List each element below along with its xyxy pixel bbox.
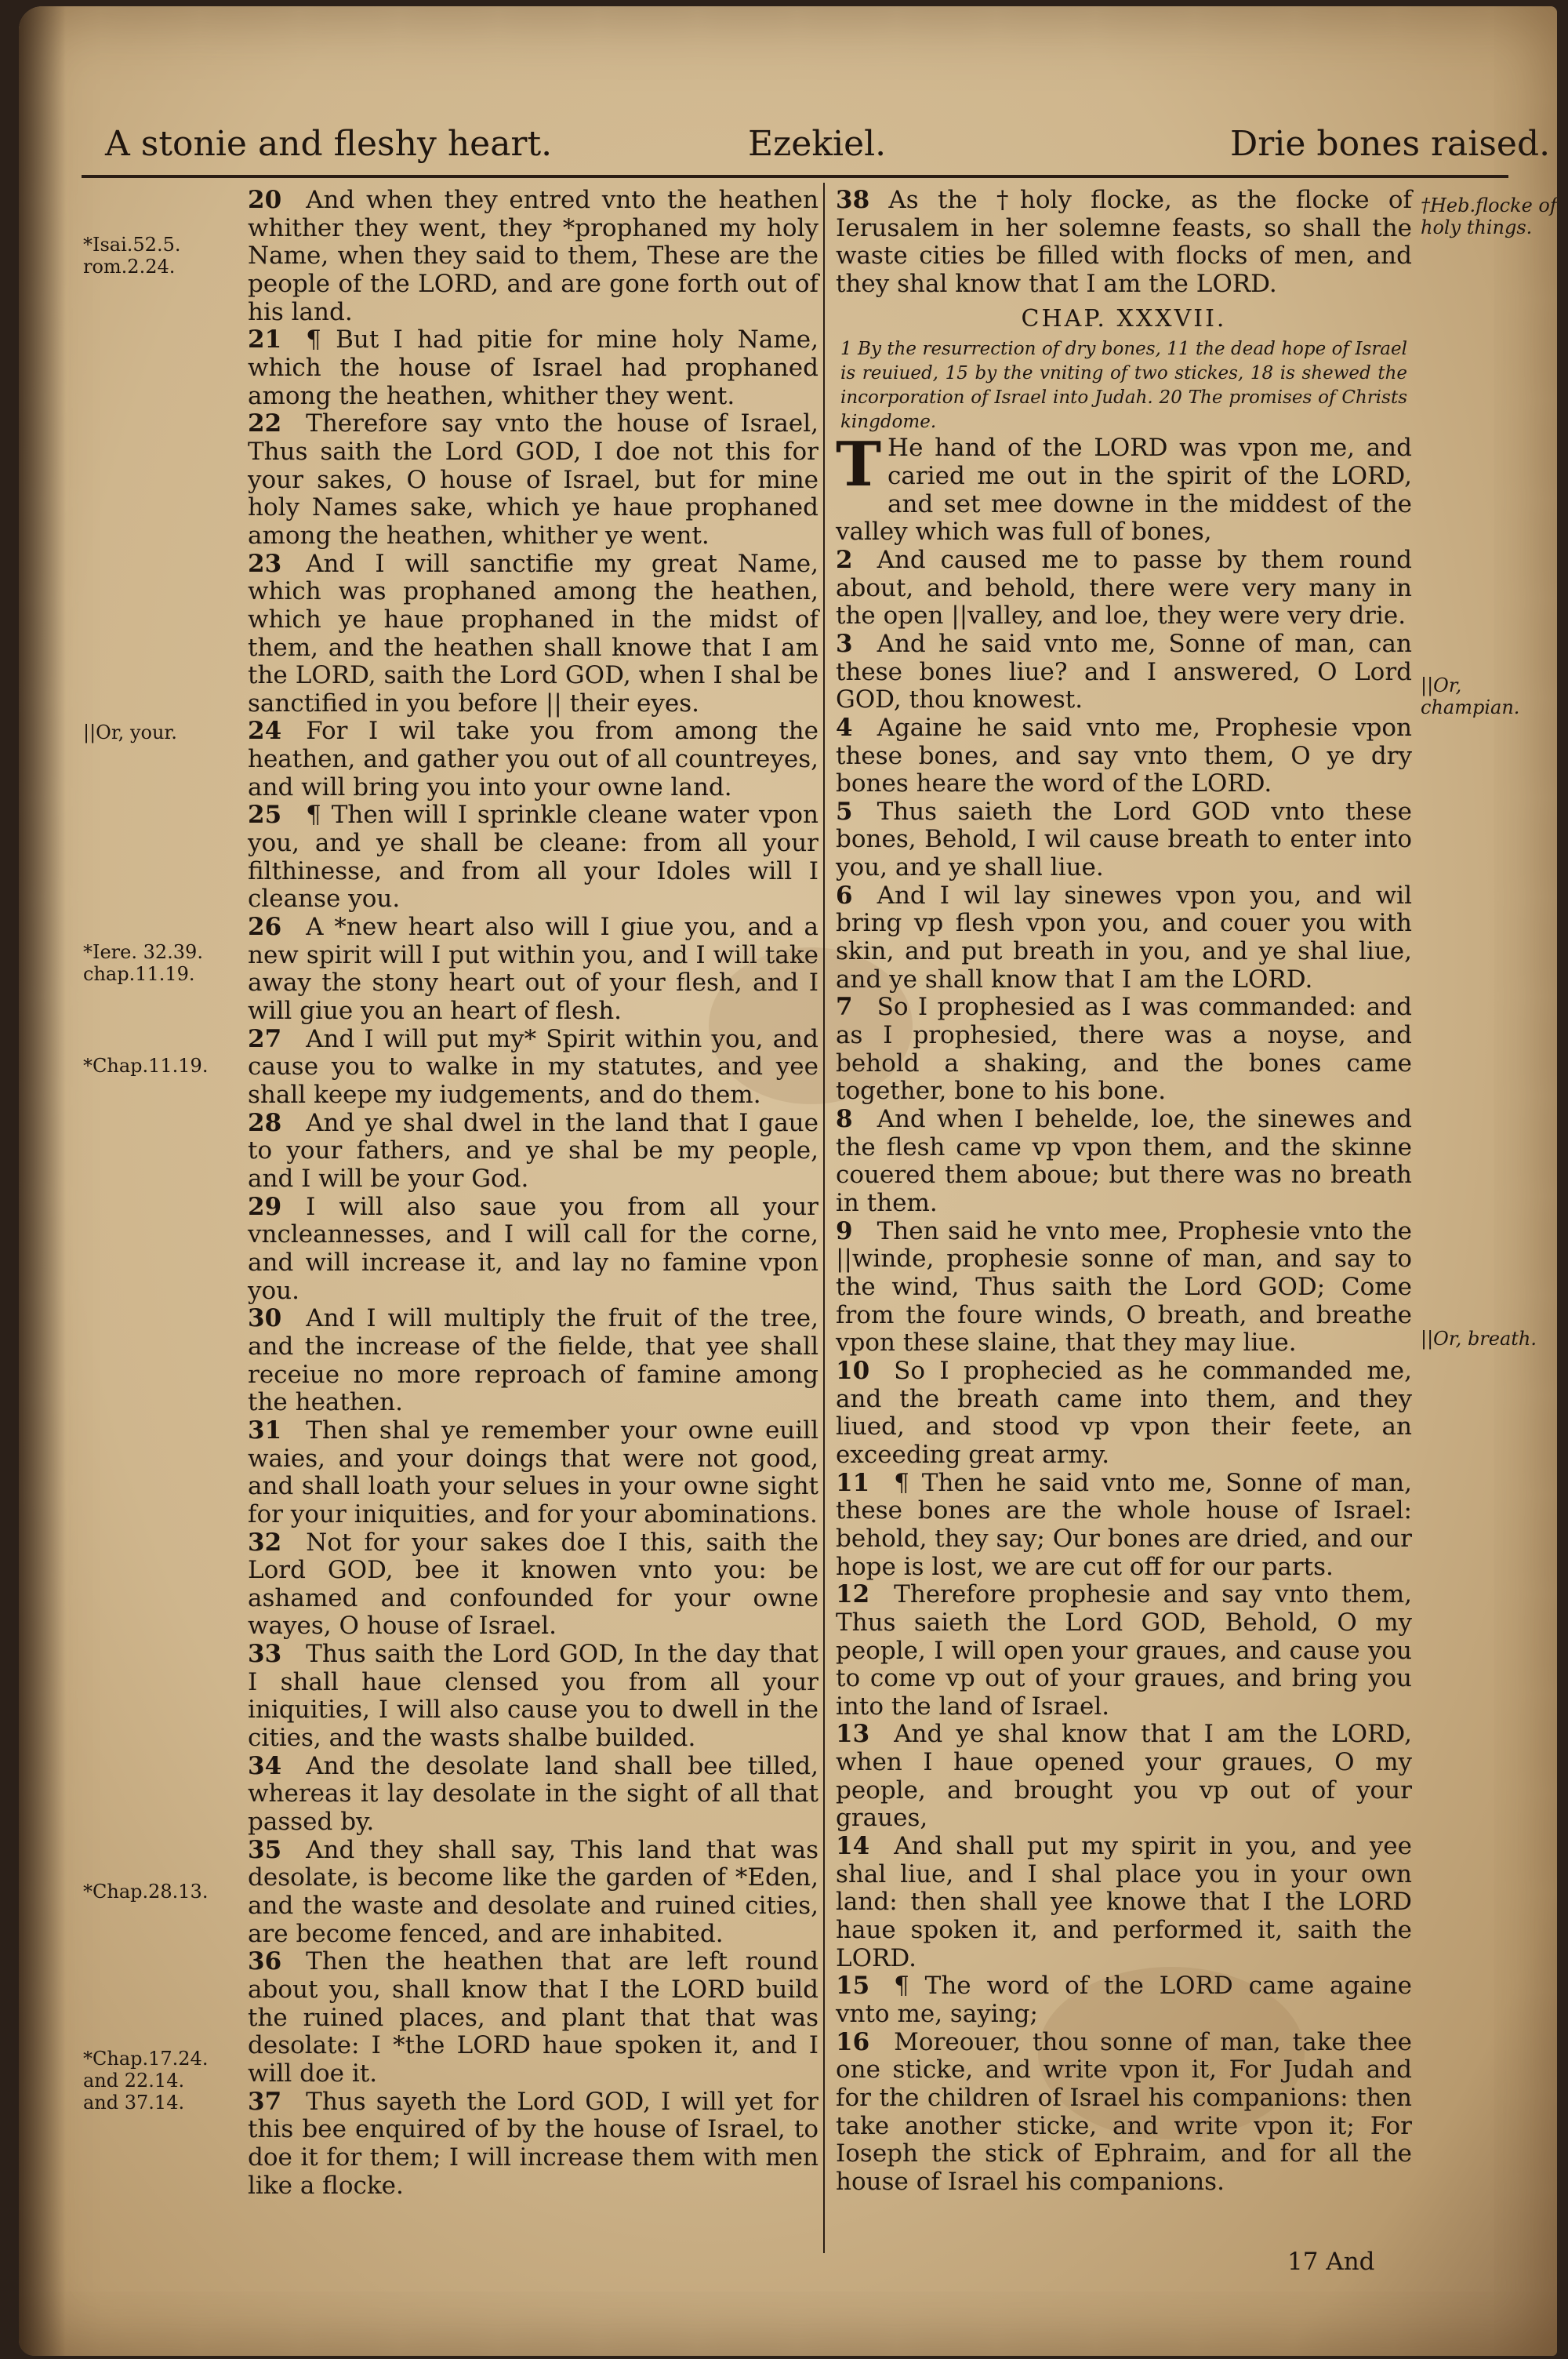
verse-text: And I will multiply the fruit of the tree, and the increase of the fielde, that yee shall receiue no more reproach of famine among the heathen. (248, 1304, 818, 1417)
verse (248, 801, 818, 914)
verse-text: And ye shal dwel in the land that I gaue to your fathers, and ye shal be my people, and I will be your God. (248, 1108, 818, 1193)
verse-text: And he said vnto me, Sonne of man, can these bones liue? and I answered, O Lord GOD, thou knowest. (836, 629, 1412, 714)
header-rule (82, 175, 1508, 178)
verse (248, 2088, 818, 2201)
verse (248, 1026, 818, 1110)
verse (836, 798, 1412, 882)
text-column-right (836, 187, 1412, 2197)
verse-number: 26 (248, 913, 282, 942)
verse (248, 1753, 818, 1837)
verse (836, 1581, 1412, 1721)
running-head-center: Ezekiel. (748, 124, 887, 164)
page-gutter-shadow (19, 6, 66, 2356)
verse-number: 28 (248, 1108, 282, 1137)
verse-text: Thus saith the Lord GOD, In the day that I shall haue clensed you from all your iniquities, I will also cause you to dwell in the cities, and the wasts shalbe builded. (248, 1640, 818, 1753)
verse-number: 32 (248, 1528, 282, 1557)
verse-text: And ye shal know that I am the LORD, when I haue opened your graues, O my people, and brought you vp out of your graues, (836, 1720, 1412, 1833)
verse (836, 1833, 1412, 1972)
verse (836, 994, 1412, 1106)
verse (248, 1641, 818, 1753)
verse-text: Therefore say vnto the house of Israel, Thus saith the Lord GOD, I doe not this for your sakes, O house of Israel, but for mine holy Names sake, which ye haue prophaned among the heathen, whither ye went. (248, 409, 818, 550)
verse-text: And when they entred vnto the heathen whither they went, they *prophaned my holy Name, when they said to them, These are the people of the LORD, and are gone forth out of his land. (248, 186, 818, 326)
verse (248, 1948, 818, 2088)
verse (836, 714, 1412, 798)
verse-text: And I will put my* Spirit within you, and cause you to walke in my statutes, and yee shall keepe my iudgements, and do them. (248, 1024, 818, 1109)
verse-text: And shall put my spirit in you, and yee shal liue, and I shal place you in your own land: then shall yee knowe that I the LORD haue spoken it, and performed it, saith the LORD. (836, 1832, 1412, 1972)
verse-text: A *new heart also will I giue you, and a new spirit will I put within you, and I will take away the stony heart out of your flesh, and I will giue you an heart of flesh. (248, 913, 818, 1026)
chapter-title: CHAP. XXXVII. (1021, 304, 1227, 333)
verse-number: 6 (836, 881, 853, 910)
verse-text: Then shal ye remember your owne euill waies, and your doings that were not good, and shall loath your selues in your owne sight for your iniquities, and for your abominations. (248, 1416, 818, 1528)
margin-note: ||Or, breath. (1421, 1328, 1537, 1350)
verse (836, 1721, 1412, 1833)
margin-note: *Isai.52.5. rom.2.24. (83, 234, 181, 278)
verse-number: 9 (836, 1216, 853, 1245)
verse (836, 1972, 1412, 2028)
verse-text: Thus sayeth the Lord GOD, I will yet for this bee enquired of by the house of Israel, to doe it for them; I will increase them with men like a flocke. (248, 2087, 818, 2200)
verse-number: 36 (248, 1947, 282, 1976)
verse-number: 20 (248, 186, 282, 214)
verse-text: I will also saue you from all your vncleannesses, and I will call for the corne, and will increase it, and lay no famine vpon you. (248, 1192, 818, 1305)
verse-text: ¶ But I had pitie for mine holy Name, which the house of Israel had prophaned among the heathen, whither they went. (248, 325, 818, 410)
verse-text: And I will sanctifie my great Name, which was prophaned among the heathen, which ye haue prophaned in the midst of them, and the heathen shall knowe that I am the LORD, saith the Lord GOD, when I shal be sanctified in you before || their eyes. (248, 549, 818, 718)
drop-cap: T (836, 429, 882, 501)
verse (836, 547, 1412, 631)
chapter-opening (836, 429, 1412, 547)
verse-text: Againe he said vnto me, Prophesie vpon these bones, and say vnto them, O ye dry bones heare the word of the LORD. (836, 713, 1412, 798)
verse (836, 1218, 1412, 1358)
verse-number: 15 (836, 1972, 870, 2001)
verse-number: 16 (836, 2027, 870, 2056)
verse-number: 4 (836, 713, 853, 742)
verse (248, 1837, 818, 1949)
verse (836, 2029, 1412, 2197)
verse-text: And caused me to passe by them round about, and behold, there were very many in the open ||valley, and loe, they were very drie. (836, 545, 1412, 631)
verse (836, 187, 1412, 299)
catchword: 17 And (1287, 2248, 1375, 2276)
verse-number: 2 (836, 545, 853, 574)
running-head-right: Drie bones raised. (1230, 124, 1551, 164)
chapter-summary: 1 By the resurrection of dry bones, 11 the dead hope of Israel is reuiued, 15 by the vniting of two stickes, 18 is shewed the incorporation of Israel into Judah. 20 The promises of Christs kingdome. (840, 339, 1407, 433)
verse (248, 410, 818, 550)
verse-number: 21 (248, 325, 282, 354)
verse-number: 14 (836, 1832, 870, 1861)
verse (248, 1194, 818, 1306)
verse-number: 25 (248, 801, 282, 830)
margin-note: ||Or, your. (83, 722, 177, 743)
verse (836, 1106, 1412, 1218)
verse-number: 10 (836, 1356, 870, 1385)
verse (836, 631, 1412, 714)
verse-number: 38 (836, 186, 870, 214)
verse-number: 12 (836, 1580, 870, 1609)
verse-text: And I wil lay sinewes vpon you, and wil bring vp flesh vpon you, and couer you with skin, and put breath in you, and ye shal liue, and ye shall know that I am the LORD. (836, 881, 1412, 994)
verse-number: 31 (248, 1416, 282, 1445)
verse (248, 914, 818, 1026)
verse-text: ¶ The word of the LORD came againe vnto me, saying; (836, 1972, 1412, 2029)
verse (248, 187, 818, 326)
verse-text: So I prophesied as I was commanded: and as I prophesied, there was a noyse, and behold a shaking, and the bones came together, bone to his bone. (836, 993, 1412, 1106)
verse-number: 5 (836, 797, 853, 826)
verse (248, 1110, 818, 1194)
book-page (19, 6, 1557, 2356)
text-column-left (248, 187, 818, 2200)
verse-number: 24 (248, 717, 282, 746)
margin-note: *Iere. 32.39. chap.11.19. (83, 941, 203, 985)
verse-number: 30 (248, 1304, 282, 1333)
verse-number: 22 (248, 409, 282, 438)
verse (836, 882, 1412, 994)
verse (248, 1417, 818, 1529)
verse-text: And they shall say, This land that was desolate, is become like the garden of *Eden, and the waste and desolate and ruined cities, are become fenced, and are inhabited. (248, 1835, 818, 1948)
verse-text: Moreouer, thou sonne of man, take thee one sticke, and write vpon it, For Judah and for the children of Israel his companions: then take another sticke, and write vpon it; For Ioseph the stick of Ephraim, and for all the house of Israel his companions. (836, 2027, 1412, 2196)
verse-text: And the desolate land shall bee tilled, whereas it lay desolate in the sight of all that passed by. (248, 1751, 818, 1837)
verse (248, 551, 818, 718)
verse-text: He hand of the LORD was vpon me, and caried me out in the spirit of the LORD, and set mee downe in the middest of the valley which was full of bones, (836, 434, 1412, 547)
verse-text: So I prophecied as he commanded me, and the breath came into them, and they liued, and stood vp vpon their feete, an exceeding great army. (836, 1356, 1412, 1469)
verse-text: And when I behelde, loe, the sinewes and the flesh came vp vpon them, and the skinne couered them aboue; but there was no breath in them. (836, 1105, 1412, 1217)
verse-number: 23 (248, 549, 282, 578)
verse-number: 8 (836, 1105, 853, 1134)
margin-note: *Chap.17.24. and 22.14. and 37.14. (83, 2048, 209, 2114)
verse (248, 326, 818, 410)
verse-text: ¶ Then he said vnto me, Sonne of man, these bones are the whole house of Israel: behold, they say; Our bones are dried, and our hope is lost, we are cut off for our parts. (836, 1468, 1412, 1581)
verse-text: Then the heathen that are left round about you, shall know that I the LORD build the ruined places, and plant that that was desolate: I *the LORD haue spoken it, and I will doe it. (248, 1947, 818, 2088)
verse-number: 33 (248, 1640, 282, 1669)
running-head-left: A stonie and fleshy heart. (105, 124, 553, 164)
verse-number: 29 (248, 1192, 282, 1221)
column-divider (823, 183, 825, 2253)
verse-number: 13 (836, 1720, 870, 1749)
verse-number: 7 (836, 993, 853, 1022)
margin-note: †Heb.flocke of holy things. (1421, 194, 1557, 238)
verse-text: Therefore prophesie and say vnto them, Thus saieth the Lord GOD, Behold, O my people, I will open your graues, and cause you to come vp out of your graues, and bring you into the land of Israel. (836, 1580, 1412, 1721)
verse-text: Thus saieth the Lord GOD vnto these bones, Behold, I wil cause breath to enter into you, and ye shall liue. (836, 797, 1412, 882)
verse (836, 1470, 1412, 1582)
verse (248, 1529, 818, 1641)
verse-text: For I wil take you from among the heathen, and gather you out of all countreyes, and will bring you into your owne land. (248, 717, 818, 801)
margin-note: ||Or, champian. (1421, 674, 1520, 718)
verse-number: 27 (248, 1024, 282, 1053)
verse-text: Then said he vnto mee, Prophesie vnto the ||winde, prophesie sonne of man, and say to the wind, Thus saith the Lord GOD; Come from the foure winds, O breath, and breathe vpon these slaine, that they may liue. (836, 1216, 1412, 1358)
verse-number: 34 (248, 1751, 282, 1780)
verse-number: 37 (248, 2087, 282, 2116)
verse-text: ¶ Then will I sprinkle cleane water vpon you, and ye shall be cleane: from all your filthinesse, and from all your Idoles will I cleanse you. (248, 801, 818, 914)
verse (836, 1358, 1412, 1470)
verse-text: Not for your sakes doe I this, saith the Lord GOD, bee it knowen vnto you: be ashamed and confounded for your owne wayes, O house of Israel. (248, 1528, 818, 1641)
margin-note: *Chap.11.19. (83, 1055, 209, 1077)
verse-list (836, 547, 1412, 2197)
verse-text: As the †holy flocke, as the flocke of Ierusalem in her solemne feasts, so shall the waste cities be filled with flocks of men, and they shal know that I am the LORD. (836, 186, 1413, 298)
verse (248, 718, 818, 801)
margin-note: *Chap.28.13. (83, 1881, 209, 1903)
verse-number: 3 (836, 629, 853, 658)
verse-number: 11 (836, 1468, 870, 1497)
verse-number: 35 (248, 1835, 282, 1864)
verse (248, 1305, 818, 1417)
